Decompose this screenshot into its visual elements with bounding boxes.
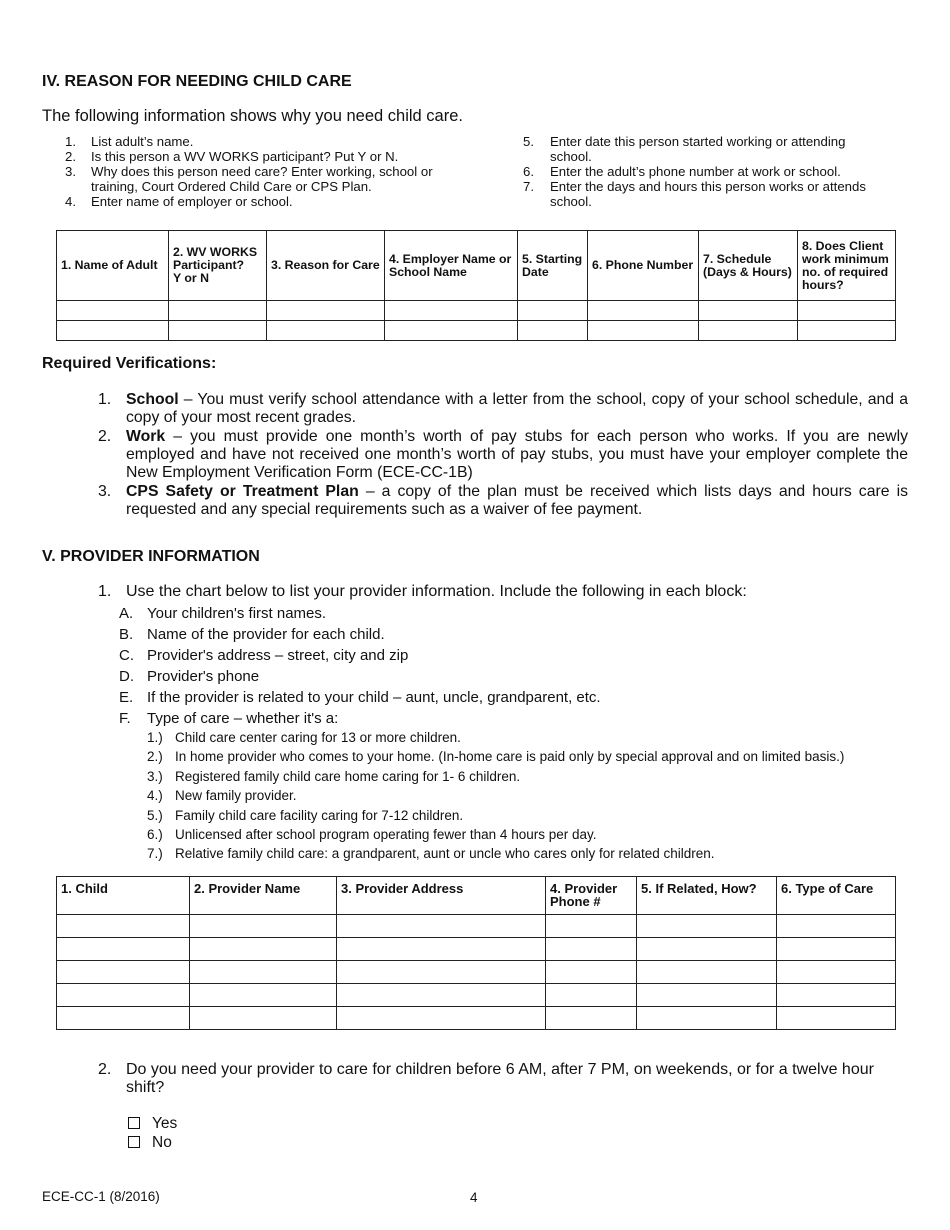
instruction-item: 6. Enter the adult’s phone number at work or school.: [523, 164, 841, 179]
table-cell[interactable]: [777, 938, 896, 961]
table-cell[interactable]: [546, 984, 637, 1007]
table-cell[interactable]: [337, 961, 546, 984]
table-cell[interactable]: [637, 915, 777, 938]
table-cell[interactable]: [169, 321, 267, 341]
table-cell[interactable]: [190, 1007, 337, 1030]
list-item: 7.) Relative family child care: a grandparent, aunt or uncle who cares only for related children.: [147, 846, 715, 862]
provider-question-2: 2. Do you need your provider to care for children before 6 AM, after 7 PM, on weekends, or for a twelve hour shift?: [98, 1061, 874, 1096]
col-child: 1. Child: [57, 877, 190, 915]
option-yes-label: Yes: [152, 1115, 178, 1132]
checkbox-no[interactable]: [128, 1136, 140, 1148]
col-provider-name: 2. Provider Name: [190, 877, 337, 915]
list-item: F. Type of care – whether it's a:: [119, 710, 339, 727]
table-cell[interactable]: [169, 301, 267, 321]
instruction-item: 2. Is this person a WV WORKS participant? Put Y or N.: [65, 149, 399, 164]
form-id: ECE-CC-1 (8/2016): [42, 1189, 160, 1204]
instruction-item: 1. List adult’s name.: [65, 134, 194, 149]
list-item: 4.) New family provider.: [147, 788, 297, 804]
table-cell[interactable]: [57, 301, 169, 321]
care-type-list: [147, 728, 907, 864]
option-no[interactable]: [128, 1133, 172, 1152]
table-cell[interactable]: [546, 1007, 637, 1030]
table-cell[interactable]: [546, 961, 637, 984]
table-cell[interactable]: [588, 301, 699, 321]
table-cell[interactable]: [57, 1007, 190, 1030]
col-provider-phone: 4. Provider Phone #: [546, 877, 637, 915]
col-phone-number: 6. Phone Number: [588, 231, 699, 301]
instructions-right: [523, 134, 883, 209]
list-item: B. Name of the provider for each child.: [119, 626, 385, 643]
col-starting-date: 5. Starting Date: [518, 231, 588, 301]
list-item: 5.) Family child care facility caring for 7-12 children.: [147, 807, 464, 823]
col-minimum-hours: 8. Does Client work minimum no. of required hours?: [798, 231, 896, 301]
option-yes[interactable]: [128, 1114, 177, 1133]
table-cell[interactable]: [57, 321, 169, 341]
table-cell[interactable]: [337, 915, 546, 938]
table-cell[interactable]: [637, 984, 777, 1007]
table-cell[interactable]: [798, 301, 896, 321]
table-cell[interactable]: [637, 961, 777, 984]
col-wv-works: 2. WV WORKS Participant? Y or N: [169, 231, 267, 301]
table-cell[interactable]: [190, 938, 337, 961]
table-cell[interactable]: [699, 301, 798, 321]
page-number: 4: [470, 1190, 478, 1205]
table-cell[interactable]: [57, 938, 190, 961]
checkbox-yes[interactable]: [128, 1117, 140, 1129]
col-employer-school: 4. Employer Name or School Name: [385, 231, 518, 301]
col-reason-for-care: 3. Reason for Care: [267, 231, 385, 301]
table-cell[interactable]: [518, 321, 588, 341]
list-item: E. If the provider is related to your child – aunt, uncle, grandparent, etc.: [119, 689, 601, 706]
verification-item-work: 2. Work – you must provide one month’s worth of pay stubs for each person who works. If you are newly employed and have not received one month’s worth of pay stubs, you must have your employer complete the New Employment Verification Form (ECE-CC-1B): [98, 428, 908, 481]
table-row: [57, 984, 896, 1007]
table-row: [57, 938, 896, 961]
verification-item-school: 1. School – You must verify school attendance with a letter from the school, copy of your school schedule, and a copy of your most recent grades.: [98, 391, 908, 426]
table-cell[interactable]: [798, 321, 896, 341]
table-cell[interactable]: [518, 301, 588, 321]
table-cell[interactable]: [337, 984, 546, 1007]
col-name-of-adult: 1. Name of Adult: [57, 231, 169, 301]
table-header-row: [57, 231, 896, 301]
table-cell[interactable]: [777, 961, 896, 984]
list-item: 6.) Unlicensed after school program operating fewer than 4 hours per day.: [147, 827, 597, 843]
instructions-left: [65, 134, 465, 209]
list-item: C. Provider's address – street, city and zip: [119, 647, 409, 664]
instruction-item: 3. Why does this person need care? Enter working, school or training, Court Ordered Child Care or CPS Plan.: [65, 164, 433, 194]
table-cell[interactable]: [267, 301, 385, 321]
table-cell[interactable]: [190, 984, 337, 1007]
instruction-item: 4. Enter name of employer or school.: [65, 194, 293, 209]
table-cell[interactable]: [637, 938, 777, 961]
col-schedule: 7. Schedule (Days & Hours): [699, 231, 798, 301]
table-cell[interactable]: [57, 961, 190, 984]
list-item: 1.) Child care center caring for 13 or more children.: [147, 730, 461, 745]
table-row: [57, 321, 896, 341]
verification-item-cps: 3. CPS Safety or Treatment Plan – a copy of the plan must be received which lists days and hours care is requested and any special requirements such as a waiver of fee payment.: [98, 483, 908, 518]
verifications-heading: Required Verifications:: [42, 355, 217, 372]
provider-sub-items: [119, 603, 879, 729]
instruction-item: 7. Enter the days and hours this person works or attends school.: [523, 179, 866, 209]
table-cell[interactable]: [190, 961, 337, 984]
table-cell[interactable]: [588, 321, 699, 341]
verifications-list: [98, 391, 908, 519]
table-cell[interactable]: [385, 321, 518, 341]
list-item: 3.) Registered family child care home caring for 1- 6 children.: [147, 768, 521, 784]
table-cell[interactable]: [546, 915, 637, 938]
table-cell[interactable]: [337, 1007, 546, 1030]
table-cell[interactable]: [385, 301, 518, 321]
list-item: 2.) In home provider who comes to your home. (In-home care is paid only by special approval and on limited basis.): [147, 749, 845, 765]
provider-table: [56, 876, 896, 1030]
list-item: D. Provider's phone: [119, 668, 260, 685]
section-v-heading: V. PROVIDER INFORMATION: [42, 548, 260, 565]
table-cell[interactable]: [190, 915, 337, 938]
adult-reason-table: [56, 230, 896, 341]
table-cell[interactable]: [546, 938, 637, 961]
table-header-row: [57, 877, 896, 915]
col-type-of-care: 6. Type of Care: [777, 877, 896, 915]
table-cell[interactable]: [57, 915, 190, 938]
col-provider-address: 3. Provider Address: [337, 877, 546, 915]
instruction-item: 5. Enter date this person started working or attending school.: [523, 134, 846, 164]
option-no-label: No: [152, 1134, 172, 1151]
table-row: [57, 301, 896, 321]
table-row: [57, 915, 896, 938]
table-cell[interactable]: [57, 984, 190, 1007]
table-cell[interactable]: [777, 1007, 896, 1030]
table-cell[interactable]: [637, 1007, 777, 1030]
list-item: A. Your children's first names.: [119, 605, 327, 622]
section-iv-heading: IV. REASON FOR NEEDING CHILD CARE: [42, 73, 352, 90]
provider-instruction-1: 1. Use the chart below to list your provider information. Include the following in each block:: [98, 583, 747, 600]
table-cell[interactable]: [777, 984, 896, 1007]
table-row: [57, 961, 896, 984]
table-cell[interactable]: [337, 938, 546, 961]
table-cell[interactable]: [267, 321, 385, 341]
table-row: [57, 1007, 896, 1030]
table-cell[interactable]: [699, 321, 798, 341]
table-cell[interactable]: [777, 915, 896, 938]
col-if-related: 5. If Related, How?: [637, 877, 777, 915]
section-iv-intro: The following information shows why you need child care.: [42, 107, 463, 125]
